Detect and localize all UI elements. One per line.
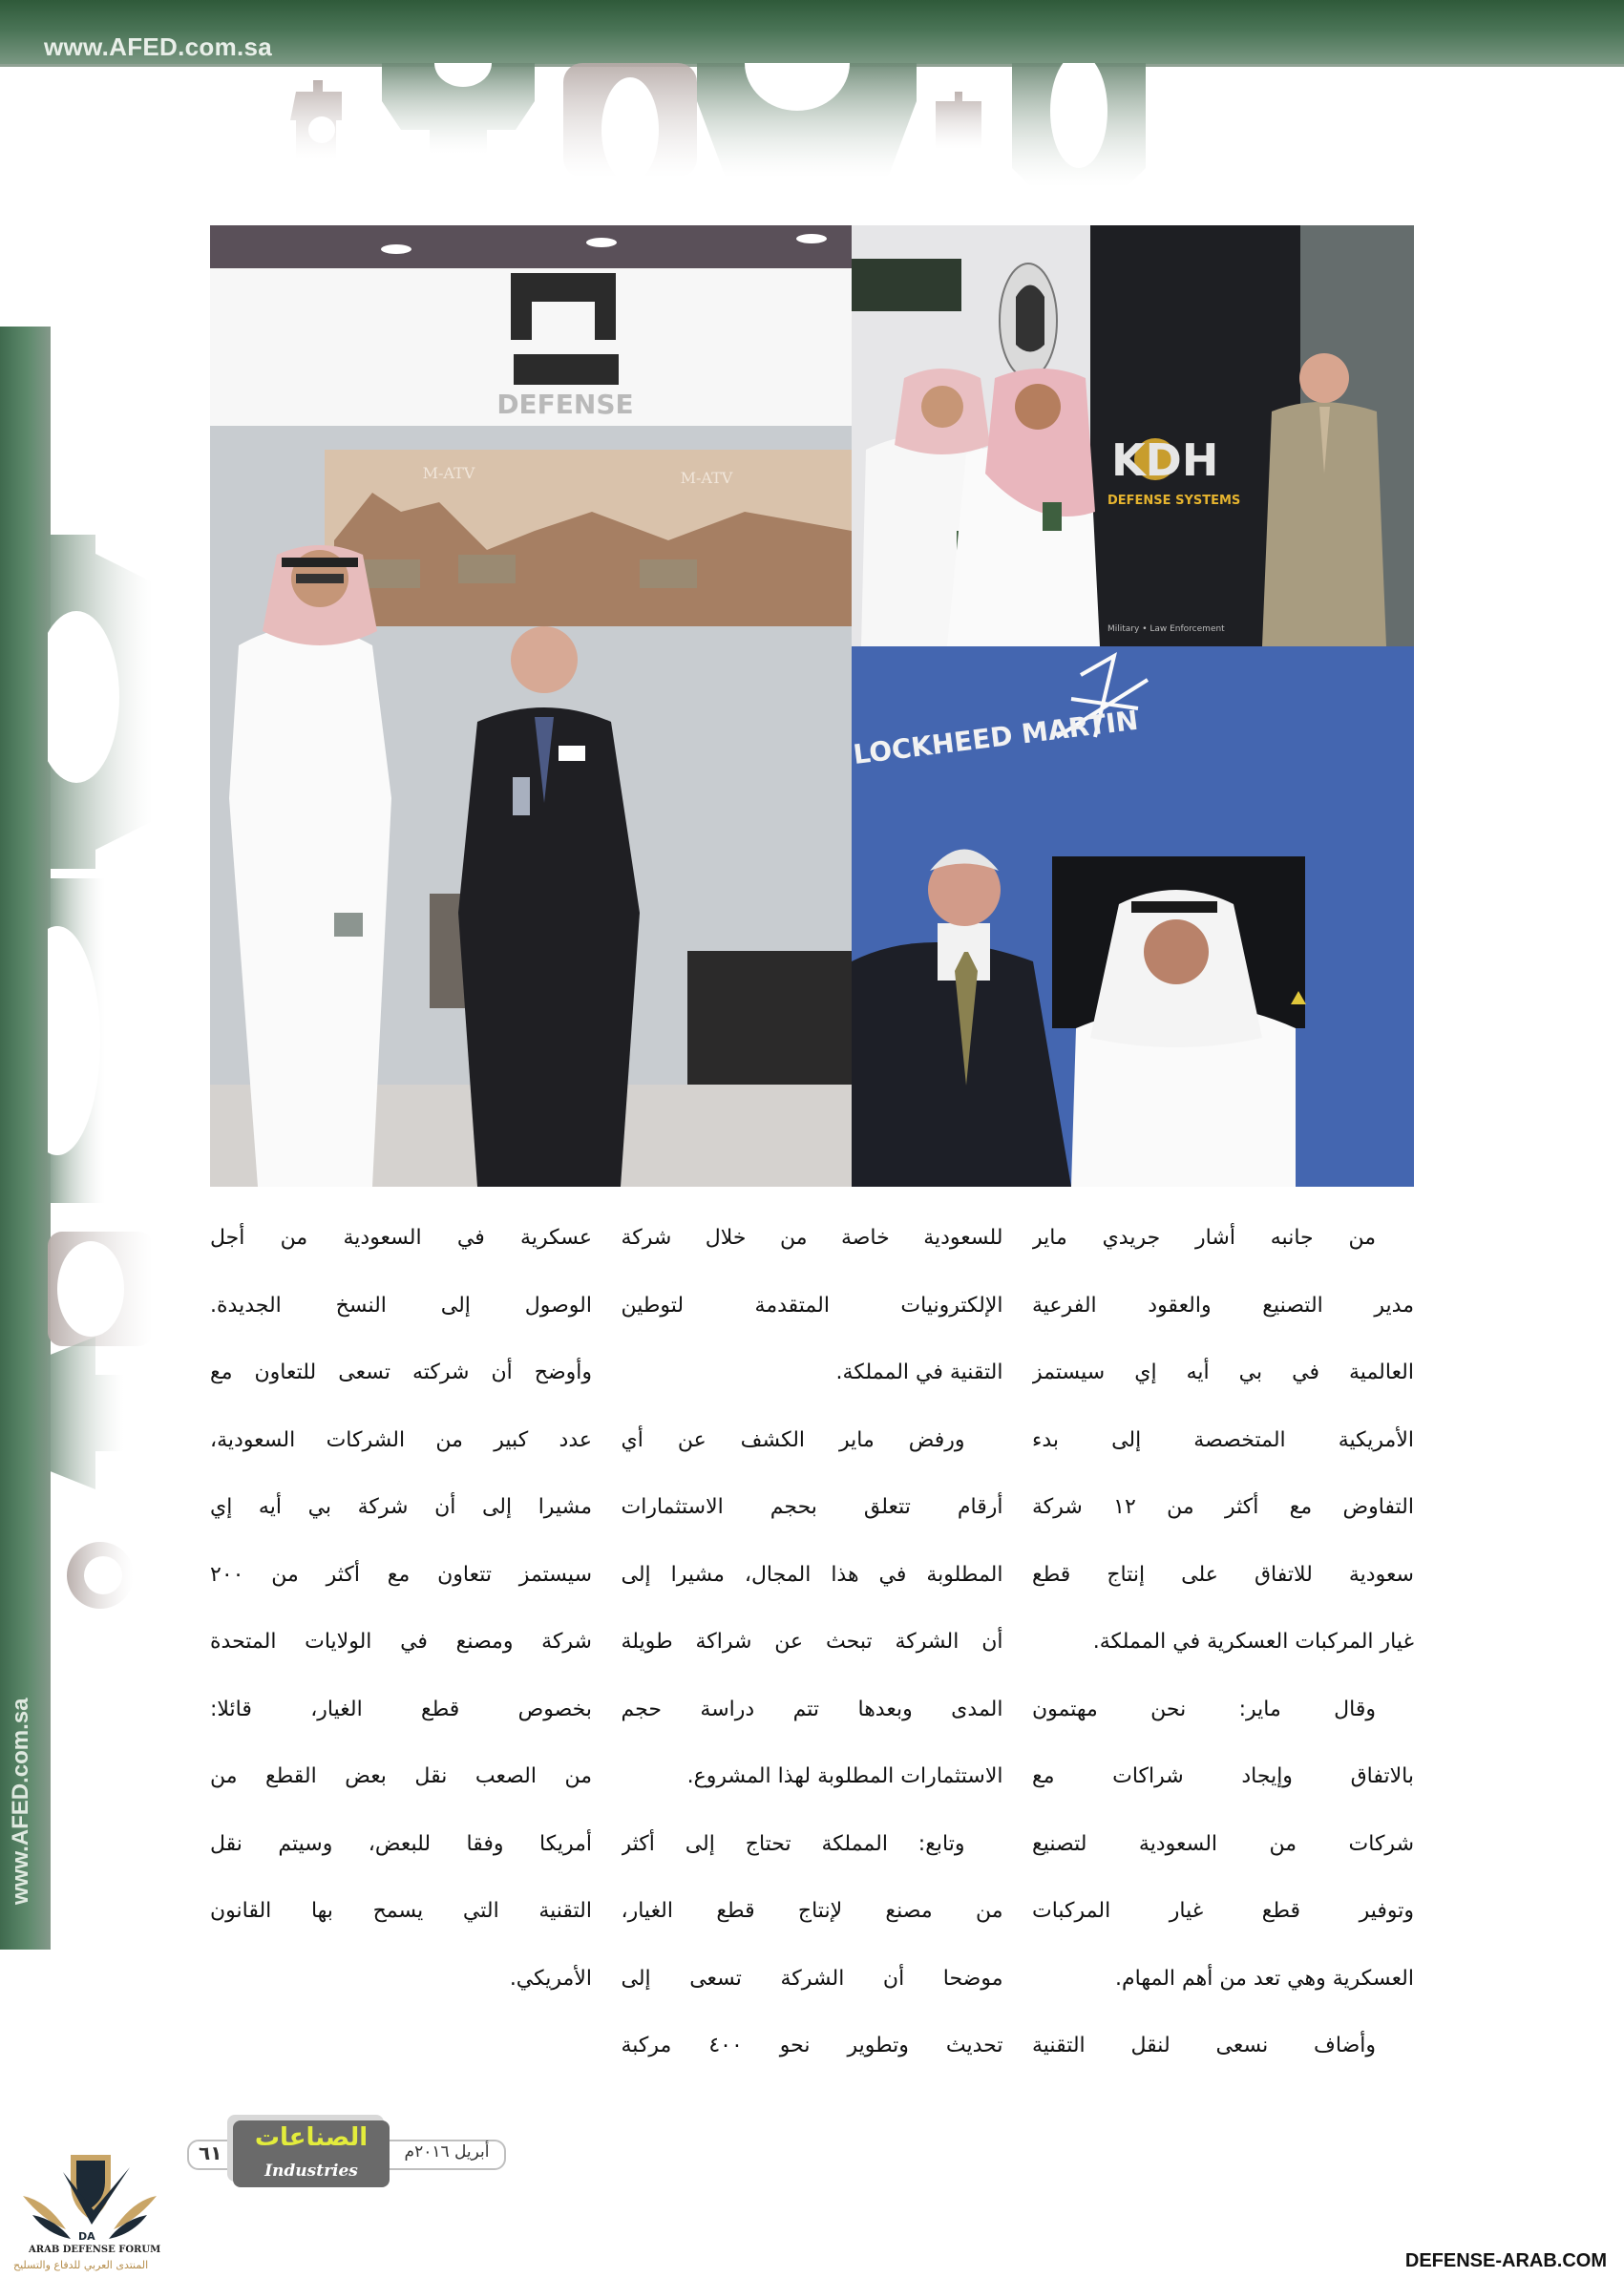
article-line: العالمية في بي أيه إي سيستمز	[1032, 1360, 1414, 1384]
article-line: للسعودية خاصة من خلال شركة	[621, 1226, 1003, 1250]
arab-defense-forum-logo-icon	[13, 2143, 166, 2244]
photo-oshkosh-booth	[210, 225, 852, 1187]
article-line: بالاتفاق وإيجاد شراكات مع	[1032, 1764, 1414, 1788]
sidebar-gears-icon	[48, 535, 162, 1623]
article-line: وتابع: المملكة تحتاج إلى أكثر	[621, 1831, 965, 1856]
article-line: ورفض ماير الكشف عن أي	[621, 1427, 965, 1452]
article-line: وأضاف نسعى لنقل التقنية	[1032, 2034, 1376, 2057]
article-line: أرقام تتعلق بحجم الاستثمارات	[621, 1495, 1003, 1519]
article-line: من الصعب نقل بعض القطع من	[210, 1764, 592, 1788]
article-line: مشيرا إلى أن شركة بي أيه إي	[210, 1495, 592, 1519]
article-line: التقنية التي يسمح بها القانون	[210, 1899, 592, 1923]
photo2-banner-sub: DEFENSE SYSTEMS	[1107, 494, 1241, 508]
article-line: مدير التصنيع والعقود الفرعية	[1032, 1293, 1414, 1318]
photo-lockheed-booth	[852, 646, 1414, 1187]
magazine-logo-en: Industries	[264, 2162, 358, 2181]
article-line: الاستثمارات المطلوبة لهذا المشروع.	[686, 1764, 1003, 1788]
article-line: من مصنع لإنتاج قطع الغيار،	[621, 1899, 1003, 1923]
article-line: العسكرية وهي تعد من أهم المهام.	[1115, 1966, 1414, 1991]
article-line: غيار المركبات العسكرية في المملكة.	[1092, 1630, 1414, 1654]
adf-mark: DA	[78, 2230, 95, 2243]
page-number: ٦١	[199, 2141, 222, 2164]
photo2-tagline: Military • Law Enforcement	[1107, 624, 1225, 634]
article-line: التقنية في المملكة.	[835, 1360, 1003, 1384]
photo1-poster-text-right: M-ATV	[680, 469, 733, 487]
magazine-logo-ar: الصناعات	[254, 2123, 369, 2152]
article-body	[210, 1205, 1414, 2083]
article-column-2	[622, 1205, 1003, 2083]
article-line: أمريكا وفقا للبعض، وسيتم نقل	[210, 1831, 592, 1856]
article-column-3	[210, 1205, 592, 2083]
gears-decoration-icon	[286, 63, 1384, 187]
article-line: سعودية للاتفاق على إنتاج قطع	[1032, 1562, 1414, 1587]
article-line: المدى وبعدها تتم دراسة حجم	[621, 1697, 1003, 1721]
article-line: الأمريكي.	[509, 1966, 592, 1991]
article-line: وقال ماير: نحن مهتمون	[1032, 1697, 1376, 1721]
article-line: موضحا أن الشركة تسعى إلى	[621, 1966, 1003, 1991]
article-line: أن الشركة تبحث عن شراكة طويلة	[621, 1630, 1003, 1654]
article-line: الإلكترونيات المتقدمة لتوطين	[621, 1293, 1003, 1318]
site-watermark[interactable]: DEFENSE-ARAB.COM	[1404, 2250, 1607, 2271]
article-line: شركات من السعودية لتصنيع	[1032, 1831, 1414, 1856]
article-column-1	[1032, 1205, 1414, 2083]
photo1-sign-text: DEFENSE	[496, 389, 634, 420]
article-line: شركة ومصنع في الولايات المتحدة	[210, 1630, 592, 1654]
article-line: الوصول إلى النسخ الجديدة.	[210, 1293, 592, 1318]
photo2-banner-text: KDH	[1111, 434, 1219, 486]
issue-date: أبريل ٢٠١٦م	[404, 2142, 490, 2162]
article-line: من جانبه أشار جريدي ماير	[1032, 1226, 1376, 1250]
forum-name-en: ARAB DEFENSE FORUM	[29, 2245, 161, 2255]
article-line: الأمريكية المتخصصة إلى بدء	[1032, 1427, 1414, 1452]
photo3-sign-text: LOCKHEED MARTIN	[852, 704, 1140, 771]
header-url[interactable]: www.AFED.com.sa	[44, 32, 273, 61]
photo-kdh-booth	[852, 225, 1414, 646]
article-line: سيستمز تتعاون مع أكثر من ٢٠٠	[210, 1562, 592, 1587]
article-line: بخصوص قطع الغيار، قائلا:	[210, 1697, 592, 1721]
article-line: وأوضح أن شركته تسعى للتعاون مع	[210, 1360, 592, 1384]
article-line: التفاوض مع أكثر من ١٢ شركة	[1032, 1495, 1414, 1519]
article-line: عسكرية في السعودية من أجل	[210, 1226, 592, 1250]
sidebar-url[interactable]: www.AFED.com.sa	[8, 1698, 33, 1905]
article-line: تحديث وتطوير نحو ٤٠٠ مركبة	[621, 2034, 1003, 2057]
photo1-poster-text-left: M-ATV	[422, 464, 475, 482]
article-line: عدد كبير من الشركات السعودية،	[210, 1427, 592, 1452]
article-line: المطلوبة في هذا المجال، مشيرا إلى	[621, 1562, 1003, 1587]
forum-name-ar: المنتدى العربي للدفاع والتسليح	[13, 2259, 149, 2271]
article-line: وتوفير قطع غيار المركبات	[1032, 1899, 1414, 1923]
